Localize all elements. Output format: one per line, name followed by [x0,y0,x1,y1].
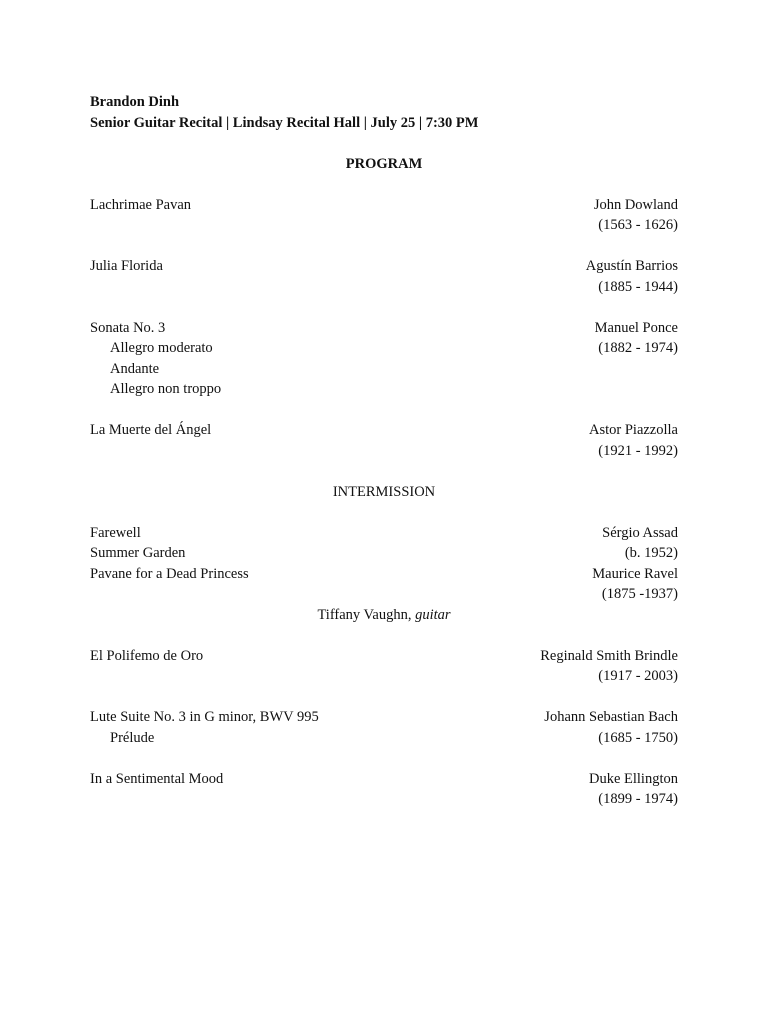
movement-title: Prélude [110,729,155,746]
program-entry [90,256,678,277]
program-entry [90,318,678,339]
composer-dates: (1875 -1937) [601,586,678,602]
piece-title: Lute Suite No. 3 in G minor, BWV 995 [90,709,319,725]
intermission-heading: INTERMISSION [332,483,436,500]
program-entry [90,543,678,564]
piece-title: Farewell [90,524,141,541]
composer-name: Astor Piazzolla [589,422,678,438]
composer-name: Duke Ellington [588,770,678,787]
composer-dates: (1685 - 1750) [598,729,678,746]
piece-title: Sonata No. 3 [90,319,166,336]
piece-title: El Polifemo de Oro [90,647,204,664]
movement-title: Allegro non troppo [110,381,222,397]
composer-name: Maurice Ravel [592,565,678,582]
program-entry [90,646,678,667]
piece-title: In a Sentimental Mood [90,770,224,787]
piece-title: Julia Florida [90,258,163,274]
program-entry [90,420,678,441]
program-entry [90,523,678,544]
composer-dates: (1563 - 1626) [598,217,678,233]
composer-name: Agustín Barrios [585,258,678,274]
composer-name: Sérgio Assad [602,524,678,541]
composer-name: Johann Sebastian Bach [544,709,678,725]
composer-name: Reginald Smith Brindle [540,647,678,664]
piece-title: Pavane for a Dead Princess [90,565,249,582]
piece-title: Lachrimae Pavan [90,196,192,213]
composer-dates: (1885 - 1944) [598,278,678,295]
guest-instrument: guitar [415,606,451,623]
program-entry [90,564,678,585]
recital-program [90,92,678,810]
composer-name: Manuel Ponce [594,319,678,336]
movement-title: Andante [110,360,160,377]
recital-subtitle: Senior Guitar Recital | Lindsay Recital Hall | July 25 | 7:30 PM [90,114,479,131]
piece-title: Summer Garden [90,545,186,561]
performer-name: Brandon Dinh [90,94,180,110]
guest-performer [90,605,678,626]
composer-dates: (1917 - 2003) [598,668,678,684]
composer-dates: (1899 - 1974) [598,791,678,807]
guest-name: Tiffany Vaughn, [317,606,412,623]
program-entry [90,769,678,790]
movement-title: Allegro moderato [110,340,213,356]
composer-name: John Dowland [593,196,678,213]
program-entry [90,707,678,728]
program-heading: PROGRAM [345,155,423,172]
piece-title: La Muerte del Ángel [90,422,212,438]
composer-dates: (1882 - 1974) [598,340,678,356]
program-entry [90,195,678,216]
composer-dates: (b. 1952) [624,545,678,561]
composer-dates: (1921 - 1992) [598,442,678,459]
